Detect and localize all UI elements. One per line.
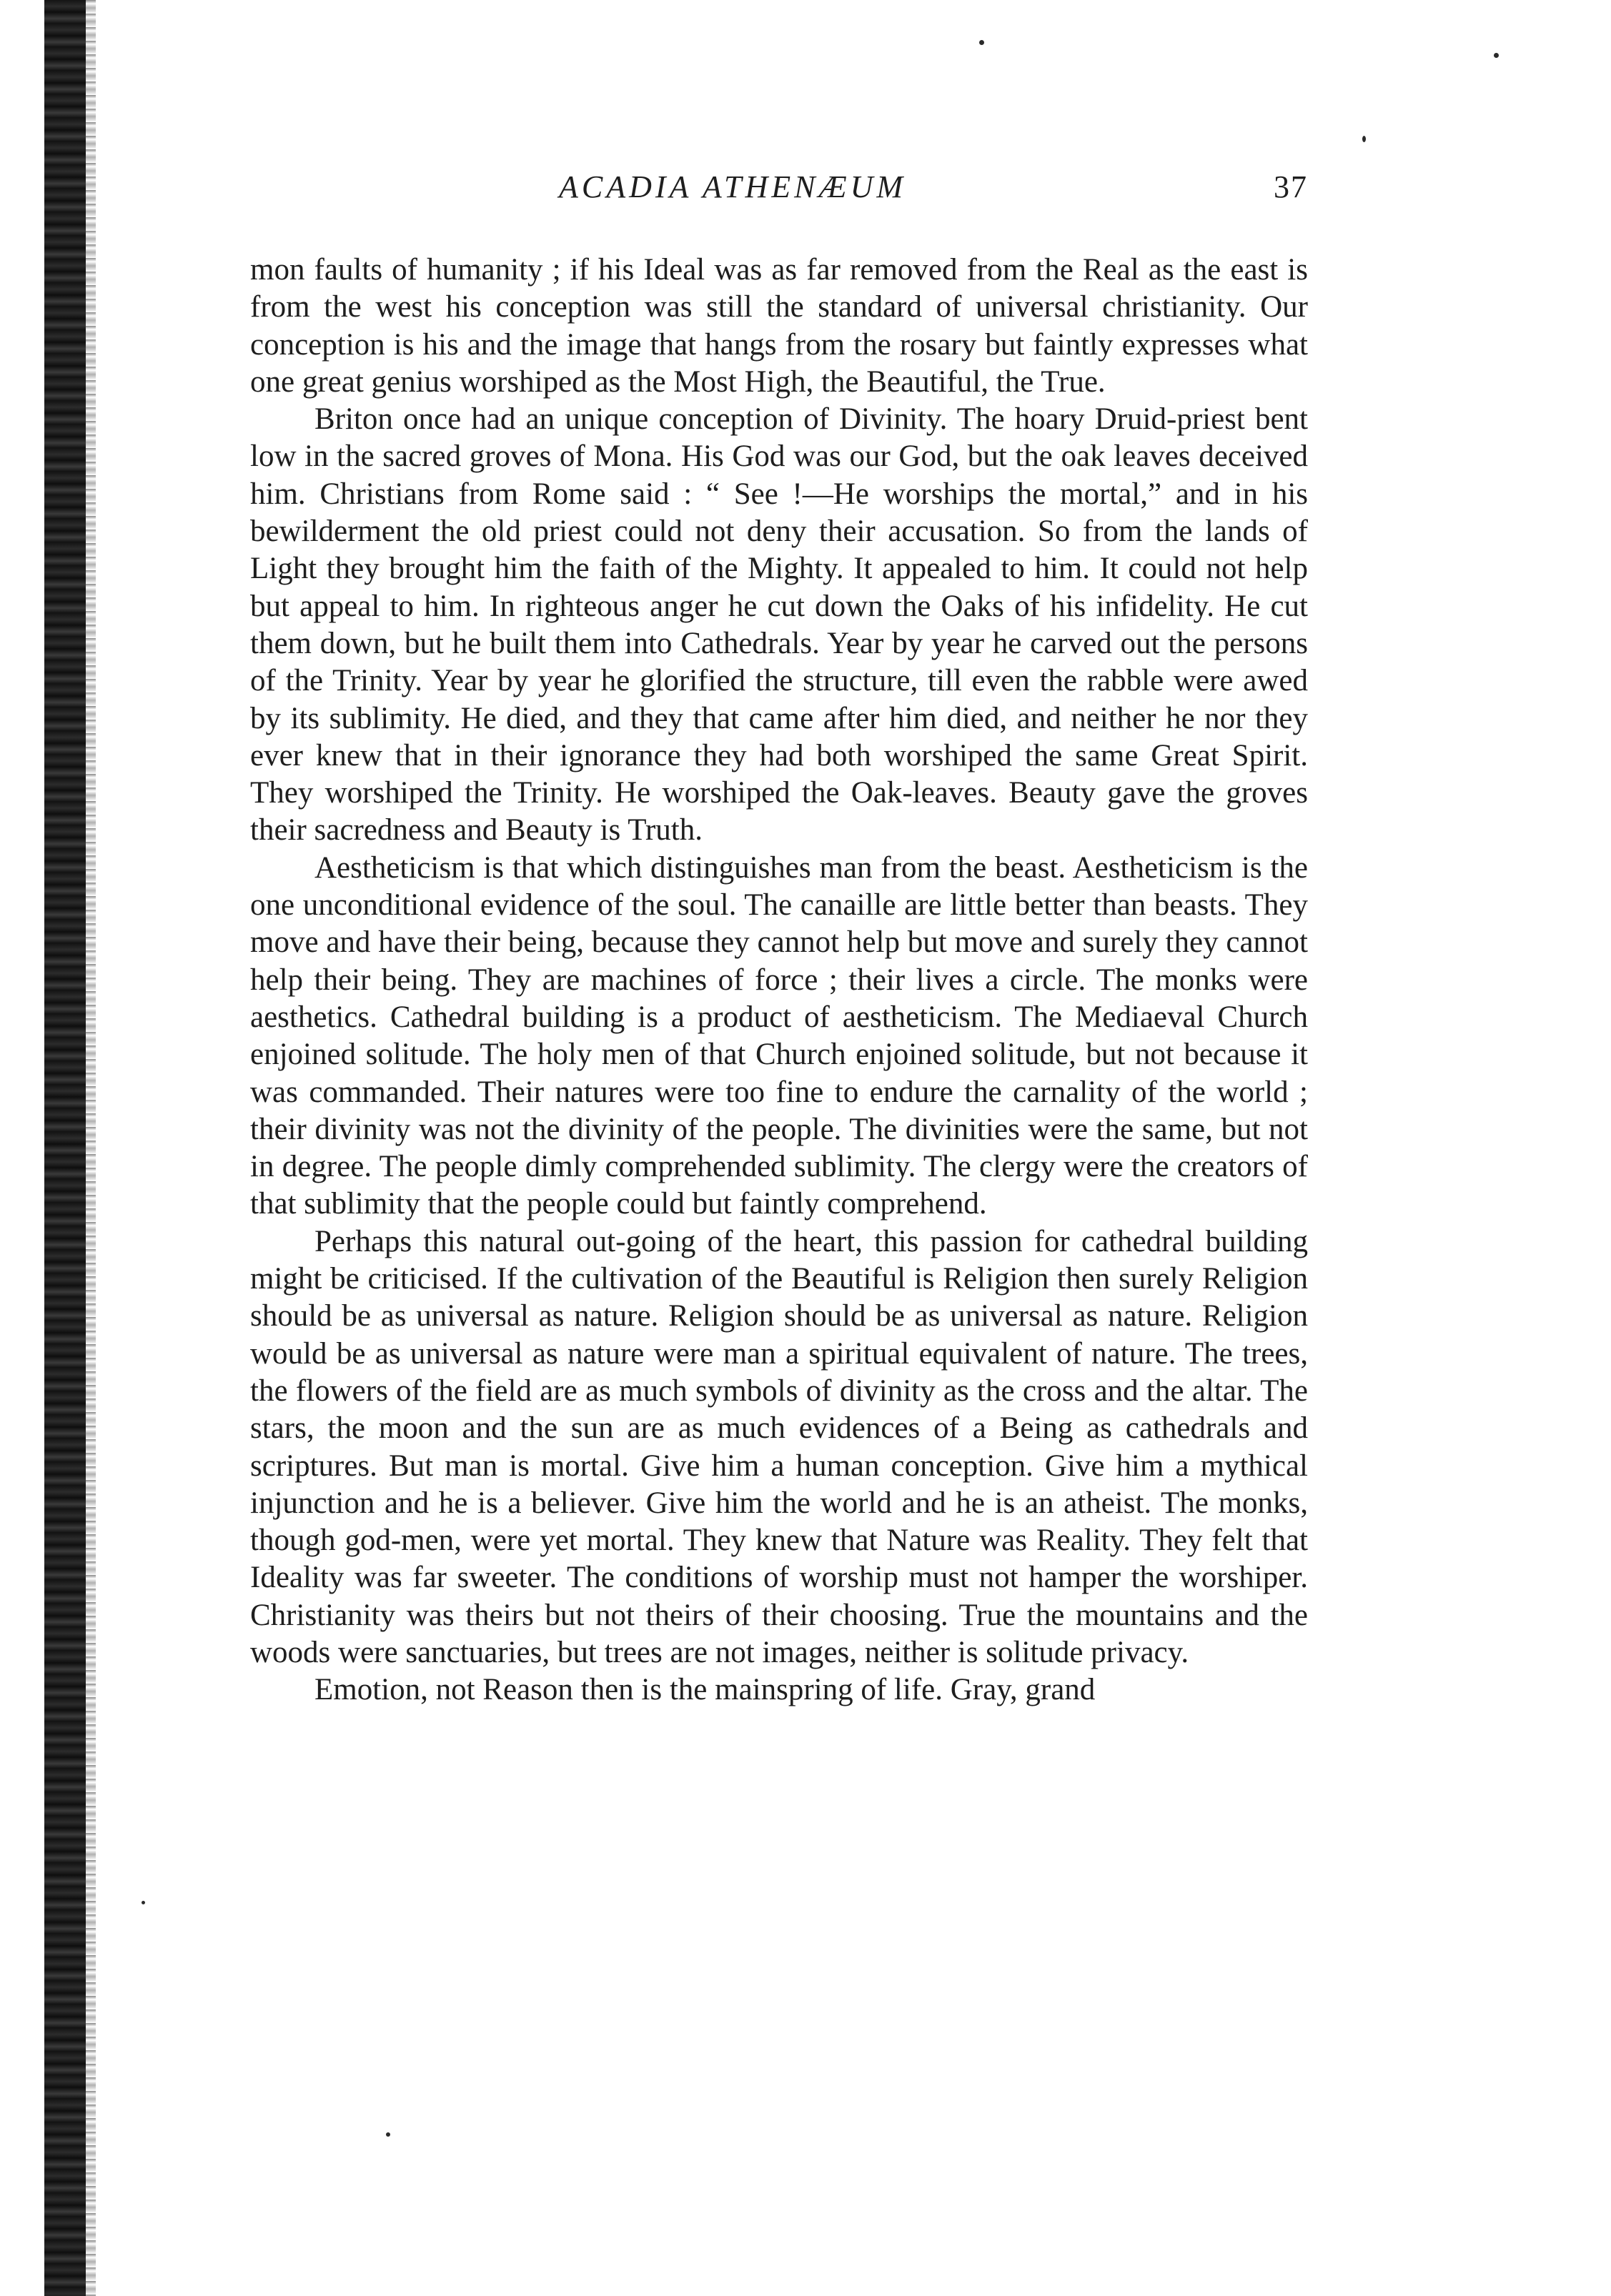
scan-speck [386, 2132, 390, 2137]
paragraph: Briton once had an unique conception of Divinity. The hoary Druid-priest bent low in the sacred groves of Mona. His God was our God, but the oak leaves deceived him. Christians from Rome said : “ See !—He worships the mortal,” and in his bewilderment the old priest could not deny their accusation. So from the lands of Light they brought him the faith of the Mighty. It appealed to him. It could not help but appeal to him. In righteous anger he cut down the Oaks of his infidelity. He cut them down, but he built them into Cathedrals. Year by year he carved out the persons of the Trinity. Year by year he glorified the structure, till even the rabble were awed by its sublimity. He died, and they that came after him died, and neither he nor they ever knew that in their ignorance they had both worshiped the same Great Spirit. They worshiped the Trinity. He worshiped the Oak-leaves. Beauty gave the groves their sacredness and Beauty is Truth. [250, 402, 1308, 848]
running-head [250, 169, 1308, 219]
scan-speck [979, 40, 984, 45]
paragraph: Perhaps this natural out-going of the heart, this passion for cathedral building might be criticised. If the cultivation of the Beautiful is Religion then surely Religion should be as universal as nature. Religion should be as universal as nature. Religion would be as universal as nature were man a spiritual equivalent of nature. The trees, the flowers of the field are as much symbols of divinity as the cross and the altar. The stars, the moon and the sun are as much evidences of a Being as cathedrals and scriptures. But man is mortal. Give him a human conception. Give him a mythical injunction and he is a believer. Give him the world and he is an atheist. The monks, though god-men, were yet mortal. They knew that Nature was Reality. They felt that Ideality was far sweeter. The conditions of worship must not hamper the worshiper. Christianity was theirs but not theirs of their choosing. True the mountains and the woods were sanctuaries, but trees are not images, neither is solitude privacy. [250, 1224, 1308, 1669]
scan-speck [142, 1901, 145, 1904]
paragraph: mon faults of humanity ; if his Ideal was as far removed from the Real as the east is from the west his conception was still the standard of universal christianity. Our conception is his and the image that hangs from the rosary but faintly expresses what one great genius worshiped as the Most High, the Beautiful, the True. [250, 253, 1308, 399]
page-number: 37 [1274, 169, 1308, 204]
journal-title: ACADIA ATHENÆUM [559, 169, 907, 204]
scan-speck [1362, 136, 1366, 142]
paragraph: Emotion, not Reason then is the mainspring of life. Gray, grand [314, 1673, 1096, 1707]
paragraph: Aestheticism is that which distinguishes man from the beast. Aestheticism is the one unconditional evidence of the soul. The canaille are little better than beasts. They move and have their being, because they cannot help but move and surely they cannot help their being. They are machines of force ; their lives a circle. The monks were aesthetics. Cathedral building is a product of aestheticism. The Mediaeval Church enjoined solitude. The holy men of that Church enjoined solitude, but not because it was commanded. Their natures were too fine to endure the carnality of the world ; their divinity was not the divinity of the people. The divinities were the same, but not in degree. The people dimly comprehended sublimity. The clergy were the creators of that sublimity that the people could but faintly comprehend. [250, 850, 1308, 1221]
scan-speck [1494, 53, 1499, 58]
article-body [250, 252, 1308, 1709]
page-binding-edge [44, 0, 86, 2296]
